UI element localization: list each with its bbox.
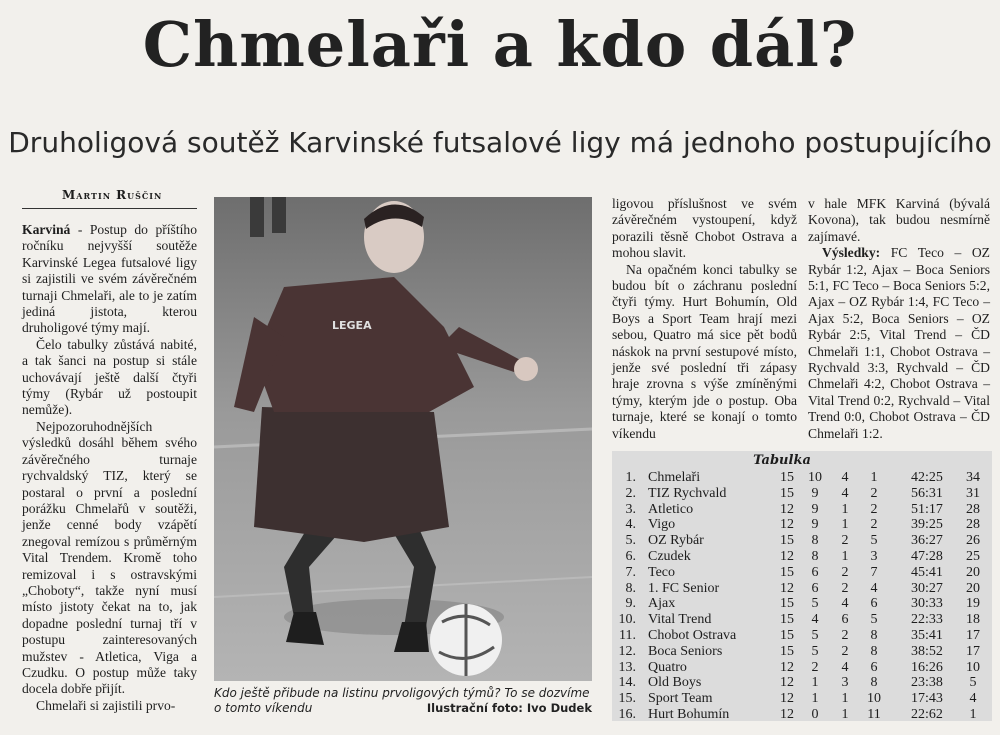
- photo-credit: Ilustrační foto: Ivo Dudek: [426, 701, 592, 715]
- lead-text: - Postup do příštího ročníku nejvyšší soutěže Karvinské Legea futsalové ligy si zajistili ve svém závěrečném turnaji Chmelaři, ale to je zatím jediná jistota, kterou druholigové týmy mají.: [22, 222, 197, 336]
- table-row: [612, 470, 992, 486]
- table-cell-points: 28: [966, 501, 980, 517]
- table-cell-team: Old Boys: [648, 675, 702, 691]
- table-row: [612, 533, 992, 549]
- table-cell-draws: 2: [841, 533, 849, 549]
- table-cell-losses: 6: [870, 596, 878, 612]
- table-cell-score: 45:41: [911, 564, 943, 580]
- table-cell-wins: 9: [811, 485, 819, 501]
- table-row: [612, 596, 992, 612]
- table-cell-played: 12: [780, 659, 794, 675]
- table-cell-losses: 11: [867, 707, 881, 722]
- table-cell-played: 12: [780, 580, 794, 596]
- table-cell-played: 15: [780, 564, 794, 580]
- table-cell-score: 56:31: [911, 485, 943, 501]
- table-cell-wins: 4: [811, 612, 819, 628]
- table-cell-points: 17: [966, 643, 980, 659]
- table-cell-team: TIZ Rychvald: [648, 485, 727, 501]
- table-cell-team: Czudek: [648, 549, 691, 564]
- table-cell-losses: 5: [870, 533, 878, 549]
- table-row: [612, 486, 992, 502]
- table-cell-played: 15: [780, 628, 794, 643]
- table-cell-draws: 3: [841, 675, 849, 691]
- table-cell-losses: 2: [870, 485, 878, 501]
- table-cell-points: 34: [966, 470, 980, 485]
- table-cell-draws: 2: [841, 628, 849, 643]
- table-cell-score: 36:27: [911, 533, 943, 549]
- table-row: [612, 691, 992, 707]
- table-cell-wins: 8: [811, 549, 819, 564]
- table-cell-played: 15: [780, 596, 794, 612]
- table-cell-team: 1. FC Senior: [648, 580, 720, 596]
- table-cell-played: 15: [780, 643, 794, 659]
- table-cell-rank: 9.: [625, 596, 636, 612]
- table-cell-losses: 5: [870, 612, 878, 628]
- table-cell-losses: 4: [870, 580, 878, 596]
- table-cell-points: 17: [966, 628, 980, 643]
- table-cell-rank: 11.: [619, 628, 636, 643]
- table-cell-losses: 10: [867, 691, 881, 707]
- table-cell-points: 1: [969, 707, 977, 722]
- table-row: [612, 549, 992, 565]
- table-cell-losses: 8: [870, 643, 878, 659]
- table-cell-losses: 1: [870, 470, 878, 485]
- table-cell-score: 35:41: [911, 628, 943, 643]
- table-cell-score: 16:26: [911, 659, 943, 675]
- table-cell-draws: 1: [841, 501, 849, 517]
- table-cell-score: 23:38: [911, 675, 943, 691]
- table-row: [612, 565, 992, 581]
- table-cell-losses: 2: [870, 517, 878, 533]
- table-cell-played: 15: [780, 533, 794, 549]
- lead-paragraph: [22, 222, 197, 337]
- table-cell-points: 4: [969, 691, 977, 707]
- table-cell-points: 19: [966, 596, 980, 612]
- league-table: [612, 451, 992, 721]
- table-cell-losses: 8: [870, 628, 878, 643]
- table-cell-played: 12: [780, 707, 794, 722]
- table-cell-wins: 0: [811, 707, 819, 722]
- table-cell-draws: 1: [841, 691, 849, 707]
- table-cell-points: 18: [966, 612, 980, 628]
- table-cell-played: 15: [780, 485, 794, 501]
- table-cell-score: 39:25: [911, 517, 943, 533]
- table-cell-rank: 10.: [618, 612, 636, 628]
- table-cell-score: 17:43: [911, 691, 943, 707]
- table-cell-played: 12: [780, 517, 794, 533]
- article-photo: [214, 197, 592, 681]
- table-cell-draws: 4: [841, 470, 849, 485]
- table-cell-rank: 6.: [625, 549, 636, 564]
- table-cell-team: OZ Rybár: [648, 533, 704, 549]
- table-cell-score: 22:62: [911, 707, 943, 722]
- article-column-1: [22, 222, 197, 714]
- table-cell-score: 42:25: [911, 470, 943, 485]
- table-row: [612, 660, 992, 676]
- table-row: [612, 644, 992, 660]
- table-cell-losses: 7: [870, 564, 878, 580]
- table-cell-score: 51:17: [911, 501, 943, 517]
- table-cell-team: Hurt Bohumín: [648, 707, 730, 722]
- table-cell-draws: 2: [841, 564, 849, 580]
- table-cell-rank: 2.: [625, 485, 636, 501]
- paragraph: Čelo tabulky zůstává nabité, a tak šanci na postup si stále uchovávají ještě další čtyři týmy (Rybár už postoupit nemůže).: [22, 336, 197, 418]
- subheadline: Druholigová soutěž Karvinské futsalové ligy má jednoho postupujícího: [8, 126, 992, 159]
- table-cell-wins: 8: [811, 533, 819, 549]
- table-row: [612, 502, 992, 518]
- table-cell-rank: 12.: [618, 643, 636, 659]
- table-cell-wins: 2: [811, 659, 819, 675]
- jersey-brand: LEGEA: [332, 319, 372, 332]
- article-column-3: [612, 196, 797, 442]
- photo-caption: [214, 686, 592, 716]
- table-cell-score: 22:33: [911, 612, 943, 628]
- table-cell-team: Teco: [648, 564, 676, 580]
- table-cell-team: Chobot Ostrava: [648, 628, 737, 643]
- table-cell-points: 31: [966, 485, 980, 501]
- table-cell-played: 12: [780, 501, 794, 517]
- table-cell-rank: 5.: [625, 533, 636, 549]
- table-cell-rank: 15.: [618, 691, 636, 707]
- table-cell-played: 15: [780, 612, 794, 628]
- table-cell-wins: 5: [811, 596, 819, 612]
- dateline: Karviná: [22, 222, 71, 237]
- table-cell-wins: 1: [811, 691, 819, 707]
- table-cell-team: Sport Team: [648, 691, 713, 707]
- table-cell-draws: 1: [841, 549, 849, 564]
- table-cell-rank: 8.: [625, 580, 636, 596]
- table-cell-team: Quatro: [648, 659, 687, 675]
- table-cell-team: Chmelaři: [648, 470, 701, 485]
- table-cell-played: 12: [780, 549, 794, 564]
- table-cell-score: 30:33: [911, 596, 943, 612]
- results-text: FC Teco – OZ Rybár 1:2, Ajax – Boca Seniors 5:1, FC Teco – Boca Seniors 5:2, Ajax – OZ Rybár 1:4, FC Teco – Ajax 5:2, Boca Seniors – OZ Rybár 2:5, Vital Trend – ČD Chmelaři 1:1, Chobot Ostrava – Rychvald 3:3, Rychvald – ČD Chmelaři 4:2, Chobot Ostrava – Vital Trend 0:2, Rychvald – Vital Trend 0:0, Chobot Ostrava – ČD Chmelaři 1:2.: [808, 245, 990, 441]
- table-cell-wins: 9: [811, 517, 819, 533]
- table-cell-draws: 1: [841, 517, 849, 533]
- results-paragraph: [808, 245, 990, 442]
- table-cell-points: 28: [966, 517, 980, 533]
- headline: Chmelaři a kdo dál?: [142, 8, 858, 81]
- table-cell-team: Atletico: [648, 501, 694, 517]
- table-row: [612, 581, 992, 597]
- table-cell-points: 5: [969, 675, 977, 691]
- table-cell-wins: 9: [811, 501, 819, 517]
- table-row: [612, 612, 992, 628]
- table-cell-draws: 4: [841, 596, 849, 612]
- table-cell-wins: 1: [811, 675, 819, 691]
- table-cell-wins: 6: [811, 564, 819, 580]
- table-cell-wins: 5: [811, 628, 819, 643]
- table-cell-draws: 6: [841, 612, 849, 628]
- table-cell-played: 15: [780, 470, 794, 485]
- table-cell-team: Ajax: [648, 596, 676, 612]
- table-row: [612, 517, 992, 533]
- table-title: Tabulka: [753, 453, 811, 468]
- results-label: Výsledky:: [822, 245, 881, 261]
- table-cell-rank: 7.: [625, 564, 636, 580]
- table-cell-score: 30:27: [911, 580, 943, 596]
- table-cell-losses: 8: [870, 675, 878, 691]
- table-row: [612, 707, 992, 723]
- table-cell-draws: 2: [841, 643, 849, 659]
- byline-rule: [22, 208, 197, 209]
- table-cell-team: Vigo: [648, 517, 676, 533]
- table-cell-rank: 13.: [618, 659, 636, 675]
- table-cell-wins: 10: [808, 470, 822, 485]
- caption-text: Kdo ještě přibude na listinu prvoligových týmů? To se dozvíme o tomto víkendu: [214, 686, 590, 715]
- paragraph: Chmelaři si zajistili prvo-: [36, 697, 176, 713]
- paragraph: ligovou příslušnost ve svém závěrečném vystoupení, když porazili těsně Chobot Ostrava a mohou slavit.: [612, 196, 797, 261]
- table-cell-rank: 3.: [625, 501, 636, 517]
- table-cell-played: 12: [780, 691, 794, 707]
- table-cell-rank: 1.: [625, 470, 636, 485]
- table-cell-wins: 5: [811, 643, 819, 659]
- table-cell-draws: 4: [841, 659, 849, 675]
- table-cell-score: 38:52: [911, 643, 943, 659]
- table-cell-points: 25: [966, 549, 980, 564]
- table-cell-draws: 1: [841, 707, 849, 722]
- table-row: [612, 675, 992, 691]
- byline: Martin Ruščin: [62, 188, 163, 202]
- table-cell-team: Vital Trend: [648, 612, 712, 628]
- table-cell-played: 12: [780, 675, 794, 691]
- table-cell-draws: 4: [841, 485, 849, 501]
- table-cell-team: Boca Seniors: [648, 643, 723, 659]
- table-cell-wins: 6: [811, 580, 819, 596]
- paragraph: Nejpozoruhodnějších výsledků dosáhl během svého závěrečného turnaje rychvaldský TIZ, který se postaral o první a poslední porážku Chmelařů v soutěži, jenže cenné body vzápětí znegoval remízou s průměrným Vital Trendem. Kromě toho remizoval i s ostravskými „Choboty“, takže nyní musí místo jistoty čekat na to, jak dopadne poslední turnaj tří v postupu zainteresovaných mužstev - Atletica, Viga a Czudku. O postup může taky docela dobře přijít.: [22, 418, 197, 697]
- table-cell-points: 10: [966, 659, 980, 675]
- table-cell-points: 20: [966, 564, 980, 580]
- table-cell-points: 20: [966, 580, 980, 596]
- table-cell-rank: 16.: [618, 707, 636, 722]
- paragraph: Na opačném konci tabulky se budou bít o záchranu poslední čtyři týmy. Hurt Bohumín, Old Boys a Sport Team hrají mezi sebou, Quatro má sice pět bodů náskok na první sestupové místo, jenže své poslední tři zápasy hraje zrovna s výše zmíněnými týmy, kterým jde o postup. Oba turnaje, které se konají o tomto víkendu: [612, 261, 797, 441]
- article-column-4: [808, 196, 990, 442]
- table-cell-losses: 6: [870, 659, 878, 675]
- table-cell-rank: 4.: [625, 517, 636, 533]
- paragraph: v hale MFK Karviná (bývalá Kovona), tak budou nesmírně zajímavé.: [808, 196, 990, 244]
- table-cell-losses: 3: [870, 549, 878, 564]
- table-cell-losses: 2: [870, 501, 878, 517]
- table-row: [612, 628, 992, 644]
- table-cell-draws: 2: [841, 580, 849, 596]
- table-cell-rank: 14.: [618, 675, 636, 691]
- table-cell-score: 47:28: [911, 549, 943, 564]
- table-cell-points: 26: [966, 533, 980, 549]
- futsal-player-photo: [214, 197, 592, 681]
